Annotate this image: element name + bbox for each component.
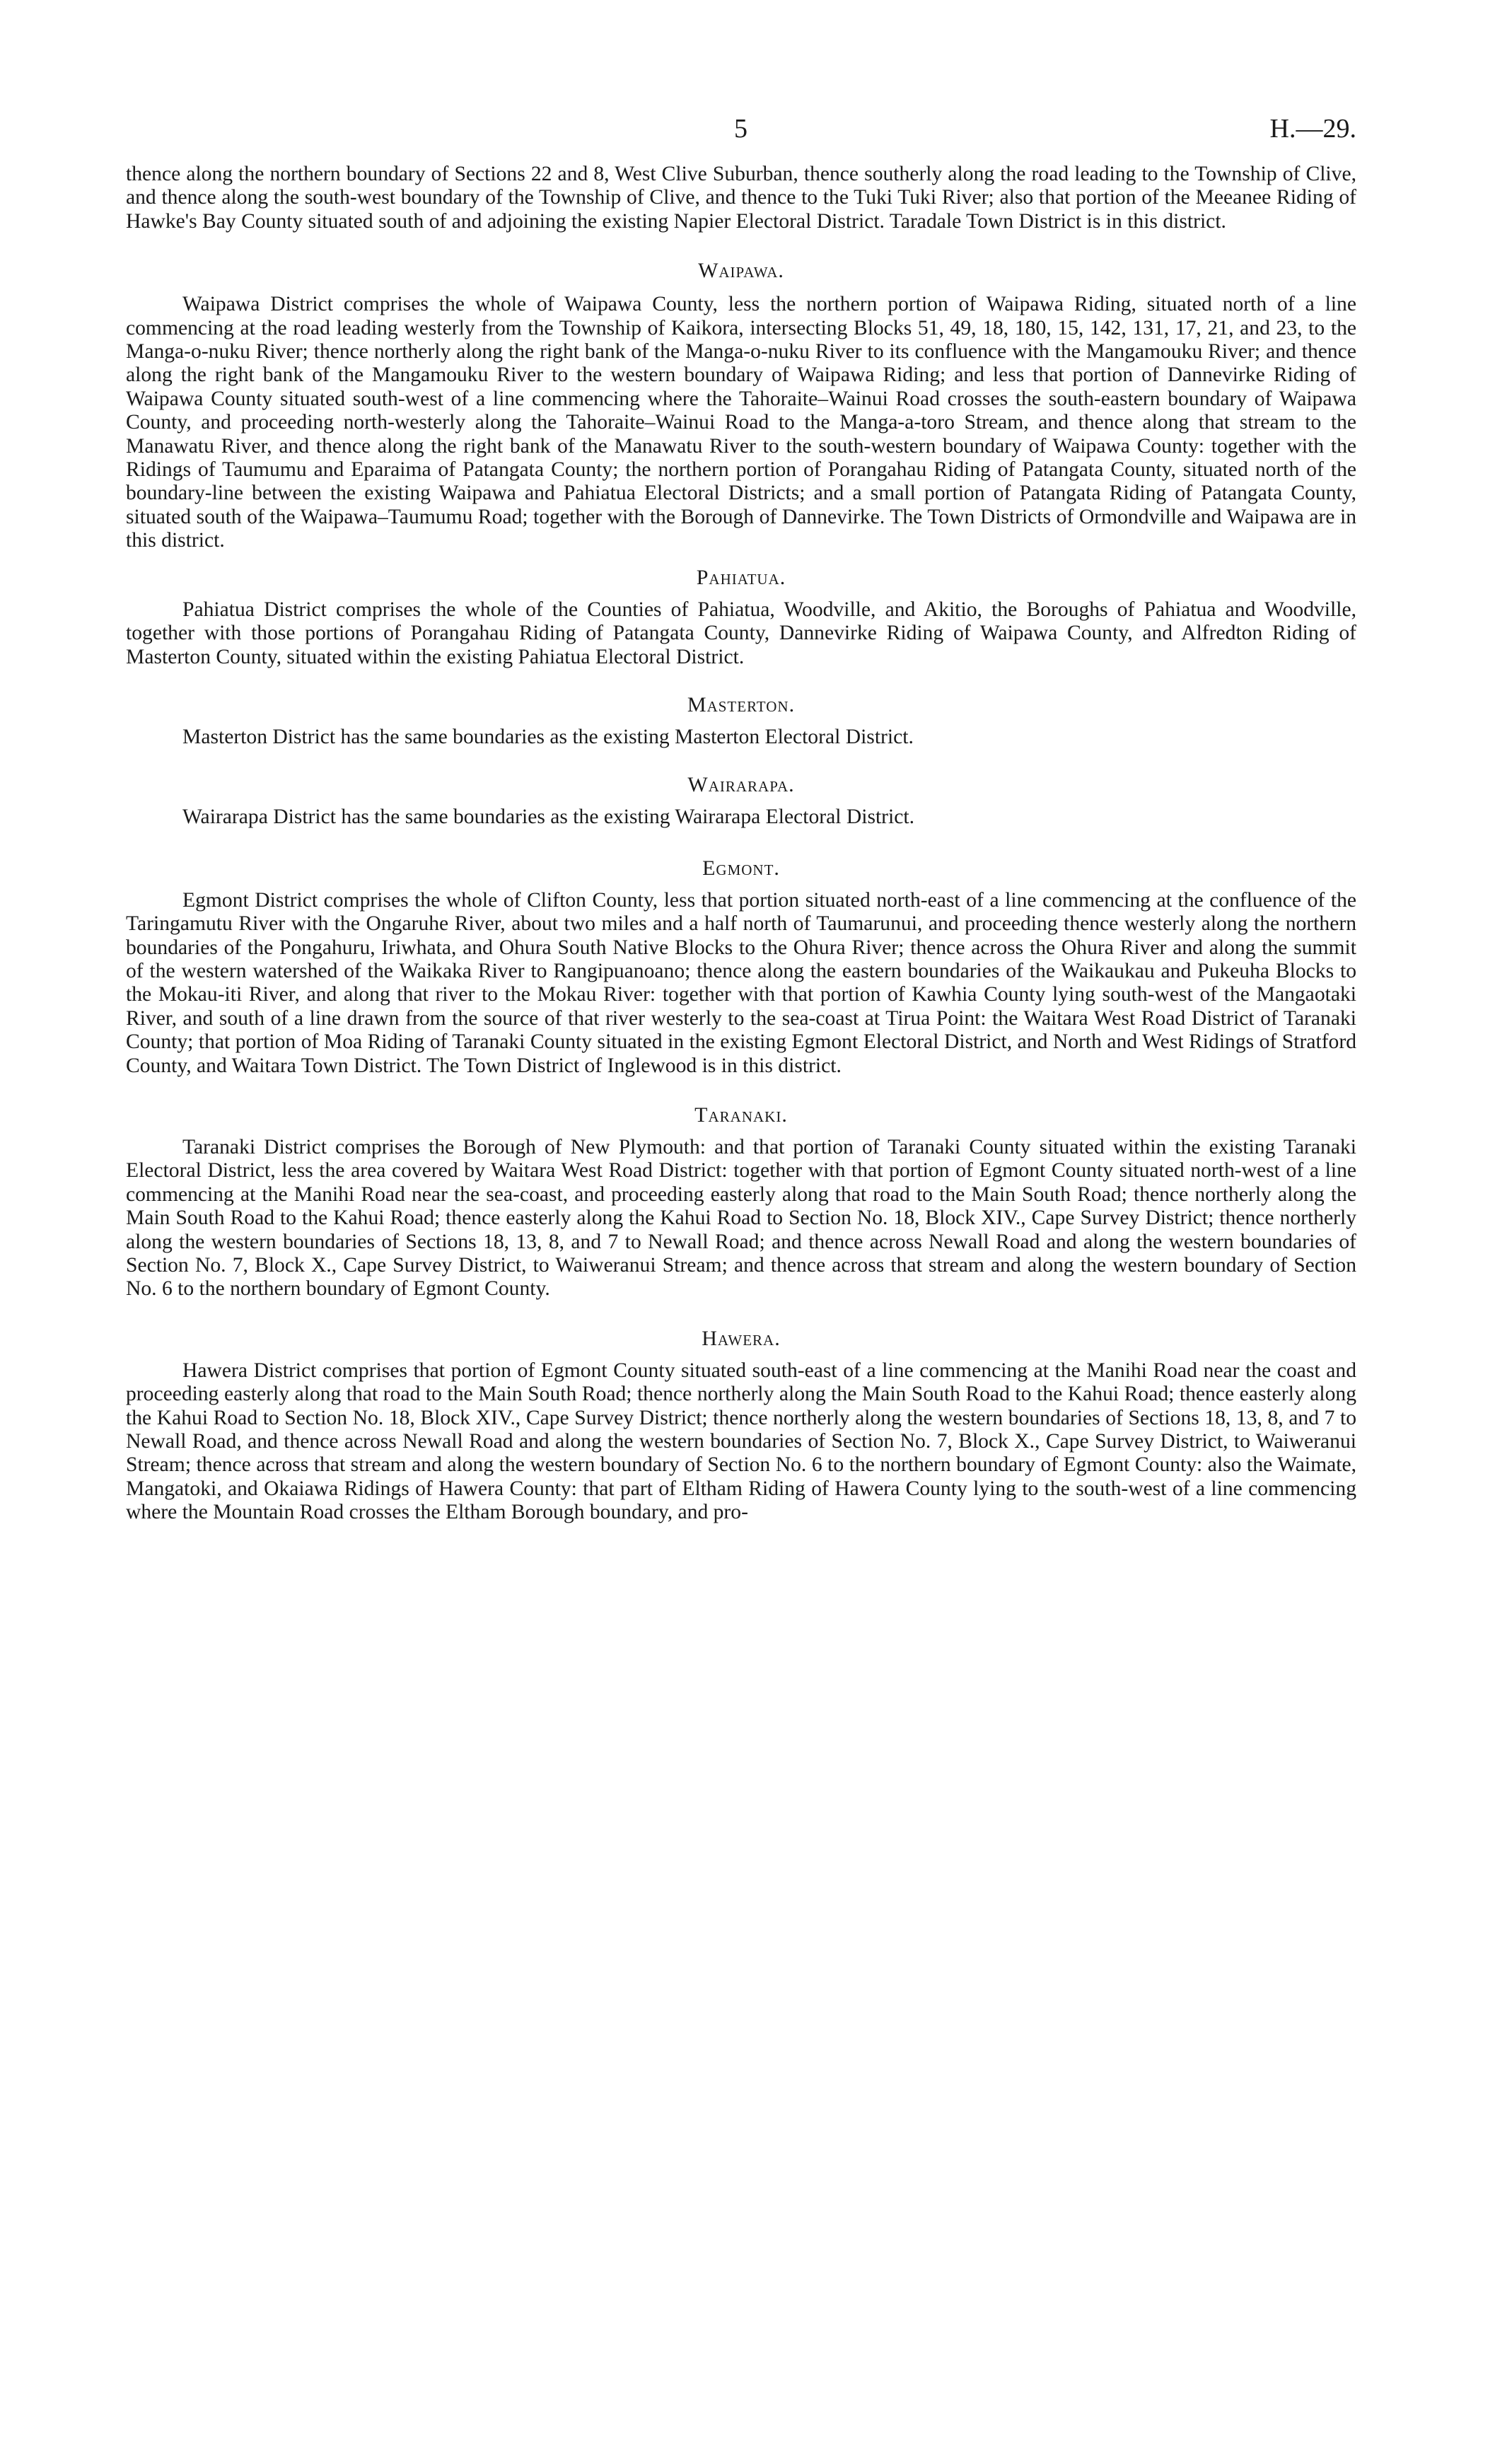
heading-pahiatua: Pahiatua. bbox=[696, 565, 786, 589]
paragraph-hawera: Hawera District comprises that portion of Egmont County situated south-east of a line commencing at the Manihi Road near the coast and proceeding easterly along that road to the Main South Road; thence northerly along the Main South Road to the Kahui Road; thence easterly along the Kahui Road to Section No. 18, Block XIV., Cape Survey District; thence northerly along the western boundaries of Sections 18, 13, 8, and 7 to Newall Road, and thence across Newall Road and along the western boundaries of Section No. 7, Block X., Cape Survey District, to Waiweranui Stream; thence across that stream and along the western boundary of Section No. 6 to the northern boundary of Egmont County: also the Waimate, Mangatoki, and Okaiawa Ridings of Hawera County: that part of Eltham Riding of Hawera County lying to the south-west of a line commencing where the Mountain Road crosses the Eltham Borough boundary, and pro- bbox=[126, 1359, 1356, 1524]
document-page bbox=[126, 113, 1356, 1525]
heading-wairarapa: Wairarapa. bbox=[687, 773, 795, 797]
heading-masterton: Masterton. bbox=[687, 692, 796, 716]
heading-hawera: Hawera. bbox=[702, 1326, 781, 1350]
paragraph-taranaki: Taranaki District comprises the Borough of New Plymouth: and that portion of Taranaki County situated within the existing Taranaki Electoral District, less the area covered by Waitara West Road District: together with that portion of Egmont County situated north-west of a line commencing at the Manihi Road near the sea-coast, and proceeding easterly along that road to the Main South Road; thence northerly along the Main South Road to the Kahui Road; thence easterly along the Kahui Road to Section No. 18, Block XIV., Cape Survey District; thence northerly along the western boundaries of Sections 18, 13, 8, and 7 to Newall Road; and thence across Newall Road and along the western boundaries of Section No. 7, Block X., Cape Survey District, to Waiweranui Stream; and thence across that stream and along the western boundary of Section No. 6 to the northern boundary of Egmont County. bbox=[126, 1135, 1356, 1301]
heading-taranaki: Taranaki. bbox=[694, 1103, 788, 1127]
heading-waipawa: Waipawa. bbox=[698, 259, 784, 283]
paragraph-egmont: Egmont District comprises the whole of Clifton County, less that portion situated north-east of a line commencing at the confluence of the Taringamutu River with the Ongaruhe River, about two miles and a half north of Taumarunui, and proceeding thence westerly along the northern boundaries of the Pongahuru, Iriwhata, and Ohura South Native Blocks to the Ohura River; thence across the Ohura River and along the summit of the western watershed of the Waikaka River to Rangipuanoano; thence along the eastern boundaries of the Waikaukau and Pukeuha Blocks to the Mokau-iti River, and along that river to the Mokau River: together with that portion of Kawhia County lying south-west of the Mangaotaki River, and south of a line drawn from the source of that river westerly to the sea-coast at Tirua Point: the Waitara West Road District of Taranaki County; that portion of Moa Riding of Taranaki County situated in the existing Egmont Electoral District, and North and West Ridings of Stratford County, and Waitara Town District. The Town District of Inglewood is in this district. bbox=[126, 888, 1356, 1077]
paragraph-waipawa: Waipawa District comprises the whole of Waipawa County, less the northern portion of Waipawa Riding, situated north of a line commencing at the road leading westerly from the Township of Kaikora, intersecting Blocks 51, 49, 18, 180, 15, 142, 131, 17, 21, and 23, to the Manga-o-nuku River; thence northerly along the right bank of the Manga-o-nuku River to its confluence with the Mangamouku River; and thence along the right bank of the Mangamouku River to the western boundary of Waipawa Riding; and less that portion of Dannevirke Riding of Waipawa County situated south-west of a line commencing where the Tahoraite–Wainui Road crosses the south-eastern boundary of Waipawa County, and proceeding north-westerly along the Tahoraite–Wainui Road to the Manga-a-toro Stream, and thence along that stream to the Manawatu River, and thence along the right bank of the Manawatu River to the south-western boundary of Waipawa County: together with the Ridings of Taumumu and Eparaima of Patangata County; the northern portion of Porangahau Riding of Patangata County, situated north of the boundary-line between the existing Waipawa and Pahiatua Electoral Districts; and a small portion of Patangata Riding of Patangata County, situated south of the Waipawa–Taumumu Road; together with the Borough of Dannevirke. The Town Districts of Ormondville and Waipawa are in this district. bbox=[126, 293, 1356, 552]
continuation-paragraph: thence along the northern boundary of Sections 22 and 8, West Clive Suburban, thence southerly along the road leading to the Township of Clive, and thence along the south-west boundary of the Township of Clive, and thence to the Tuki Tuki River; also that portion of the Meeanee Riding of Hawke's Bay County situated south of and adjoining the existing Napier Electoral District. Taradale Town District is in this district. bbox=[126, 163, 1356, 233]
paragraph-masterton: Masterton District has the same boundaries as the existing Masterton Electoral District. bbox=[182, 725, 914, 748]
paragraph-pahiatua: Pahiatua District comprises the whole of the Counties of Pahiatua, Woodville, and Akitio, the Boroughs of Pahiatua and Woodville, together with those portions of Porangahau Riding of Patangata County, Dannevirke Riding of Waipawa County, and Alfredton Riding of Masterton County, situated within the existing Pahiatua Electoral District. bbox=[126, 598, 1356, 668]
paragraph-wairarapa: Wairarapa District has the same boundaries as the existing Wairarapa Electoral District. bbox=[182, 806, 915, 829]
document-reference: H.—29. bbox=[1269, 114, 1356, 144]
page-header bbox=[126, 113, 1356, 163]
page-number: 5 bbox=[734, 114, 748, 144]
heading-egmont: Egmont. bbox=[702, 856, 780, 880]
